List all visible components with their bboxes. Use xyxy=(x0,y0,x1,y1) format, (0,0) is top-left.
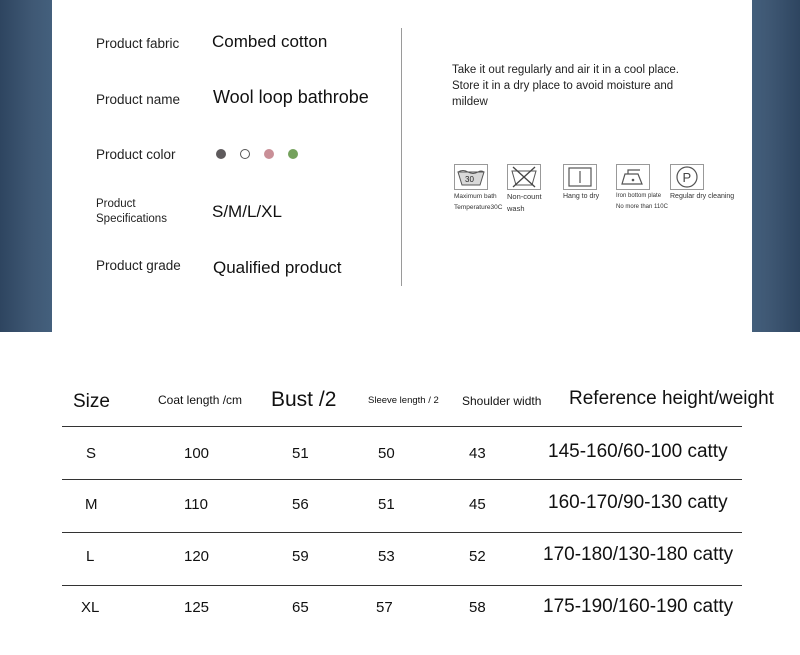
header-sleeve: Sleeve length / 2 xyxy=(368,395,439,406)
table-rule-2 xyxy=(62,479,742,480)
care-item-no-wash xyxy=(507,164,571,214)
care-instructions xyxy=(452,62,732,110)
row-m-reference: 160-170/90-130 catty xyxy=(548,492,728,513)
care-item-dry-clean xyxy=(670,164,750,201)
vertical-divider xyxy=(401,28,402,286)
wash-caption-1: Maximum bath xyxy=(454,193,497,200)
iron-caption-1: Iron bottom plate xyxy=(616,193,662,199)
no-wash-caption-1: Non-count xyxy=(507,192,542,201)
iron-icon xyxy=(616,164,650,190)
fabric-label: Product fabric xyxy=(96,36,180,51)
row-xl-size: XL xyxy=(81,599,100,616)
specs-label-line2: Specifications xyxy=(96,213,167,225)
hang-dry-caption: Hang to dry xyxy=(563,193,600,200)
row-xl-sleeve: 57 xyxy=(376,599,393,616)
color-swatches xyxy=(216,149,298,159)
row-l-size: L xyxy=(86,548,95,565)
row-l-coat: 120 xyxy=(184,548,210,565)
row-m-size: M xyxy=(85,496,98,513)
grade-value: Qualified product xyxy=(213,258,342,277)
row-xl-shoulder: 58 xyxy=(469,599,486,616)
color-swatch-green[interactable] xyxy=(288,149,298,159)
row-xl-coat: 125 xyxy=(184,599,210,616)
row-s-sleeve: 50 xyxy=(378,445,395,462)
name-label: Product name xyxy=(96,92,181,107)
dry-clean-p-icon xyxy=(670,164,704,190)
row-l-sleeve: 53 xyxy=(378,548,395,565)
header-reference: Reference height/weight xyxy=(569,388,774,409)
row-l-bust: 59 xyxy=(292,548,309,565)
specs-label-line1: Product xyxy=(96,198,136,210)
dry-clean-caption: Regular dry cleaning xyxy=(670,193,735,200)
wash-caption-2: Temperature30C xyxy=(454,204,503,211)
fabric-value: Combed cotton xyxy=(212,32,328,51)
care-icons-row xyxy=(450,164,750,224)
row-s-reference: 145-160/60-100 catty xyxy=(548,441,728,462)
table-rule-1 xyxy=(62,426,742,427)
row-s-coat: 100 xyxy=(184,445,210,462)
header-shoulder: Shoulder width xyxy=(462,394,542,408)
header-coat-length: Coat length /cm xyxy=(158,393,243,407)
row-m-shoulder: 45 xyxy=(469,496,486,513)
row-s-shoulder: 43 xyxy=(469,445,486,462)
hang-dry-icon xyxy=(563,164,597,190)
iron-caption-2: No more than 110C xyxy=(616,204,668,210)
row-m-sleeve: 51 xyxy=(378,496,395,513)
header-size: Size xyxy=(73,391,110,412)
no-wash-icon xyxy=(507,164,541,190)
care-text-line1: Take it out regularly and air it in a cool place. xyxy=(452,64,679,76)
row-l-reference: 170-180/130-180 catty xyxy=(543,544,734,565)
dry-clean-badge: P xyxy=(682,170,692,185)
row-m-bust: 56 xyxy=(292,496,309,513)
row-s-bust: 51 xyxy=(292,445,309,462)
wash-temp-badge: 30 xyxy=(465,175,474,184)
table-rule-3 xyxy=(62,532,742,533)
row-m-coat: 110 xyxy=(184,496,208,513)
color-swatch-pink[interactable] xyxy=(264,149,274,159)
no-wash-caption-2: wash xyxy=(507,204,525,213)
color-label: Product color xyxy=(96,147,176,162)
care-text-line3: mildew xyxy=(452,96,488,108)
header-bust: Bust /2 xyxy=(271,388,337,411)
row-s-size: S xyxy=(86,445,97,462)
row-l-shoulder: 52 xyxy=(469,548,486,565)
color-swatch-dark-gray[interactable] xyxy=(216,149,226,159)
specs-value: S/M/L/XL xyxy=(212,202,282,221)
row-xl-reference: 175-190/160-190 catty xyxy=(543,596,734,617)
washtub-icon xyxy=(454,164,488,190)
care-text-line2: Store it in a dry place to avoid moisture and xyxy=(452,80,674,92)
grade-label: Product grade xyxy=(96,258,181,273)
table-rule-4 xyxy=(62,585,742,586)
row-xl-bust: 65 xyxy=(292,599,309,616)
name-value: Wool loop bathrobe xyxy=(213,87,369,107)
color-swatch-white[interactable] xyxy=(240,149,250,159)
specs-label xyxy=(96,197,167,227)
